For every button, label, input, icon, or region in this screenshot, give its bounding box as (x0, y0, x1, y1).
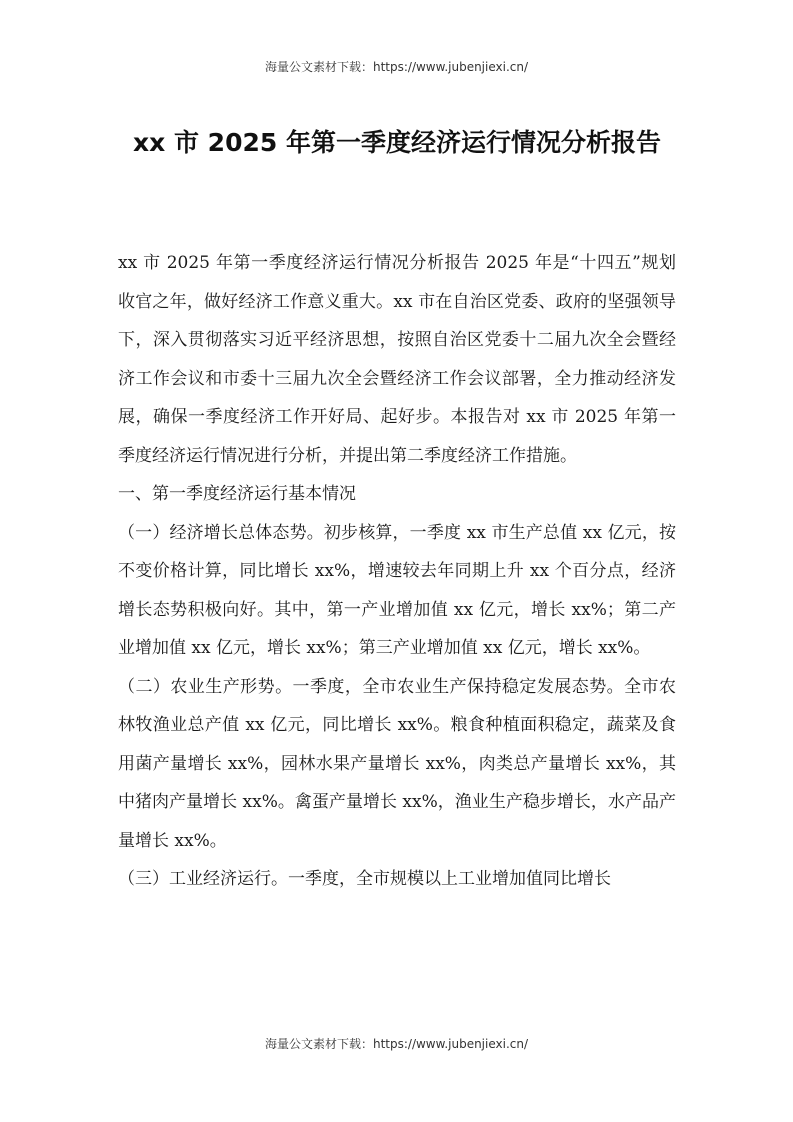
document-title: xx 市 2025 年第一季度经济运行情况分析报告 (133, 128, 661, 157)
intro-paragraph: xx 市 2025 年第一季度经济运行情况分析报告 2025 年是“十四五”规划收官之年，做好经济工作意义重大。xx 市在自治区党委、政府的坚强领导下，深入贯彻落实习近平经济思想，按照自治区党委十二届九次全会暨经济工作会议和市委十三届九次全会暨经济工作会议部署，全力推动经济发展，确保一季度经济工作开好局、起好步。本报告对 xx 市 2025 年第一季度经济运行情况进行分析，并提出第二季度经济工作措施。 (118, 253, 676, 466)
paragraph-industry: （三）工业经济运行。一季度，全市规模以上工业增加值同比增长 (118, 869, 611, 889)
page-header[interactable]: 海量公文素材下载：https://www.jubenjiexi.cn/ (264, 60, 529, 74)
document-body (118, 244, 676, 899)
page-footer[interactable]: 海量公文素材下载：https://www.jubenjiexi.cn/ (264, 1037, 529, 1051)
paragraph-economic-growth: （一）经济增长总体态势。初步核算，一季度 xx 市生产总值 xx 亿元，按不变价格计算，同比增长 xx%，增速较去年同期上升 xx 个百分点，经济增长态势积极向好。其中，第一产业增加值 xx 亿元，增长 xx%；第二产业增加值 xx 亿元，增长 xx%；第三产业增加值 xx 亿元，增长 xx%。 (118, 522, 676, 658)
paragraph-agriculture: （二）农业生产形势。一季度，全市农业生产保持稳定发展态势。全市农林牧渔业总产值 xx 亿元，同比增长 xx%。粮食种植面积稳定，蔬菜及食用菌产量增长 xx%，园林水果产量增长 xx%，肉类总产量增长 xx%，其中猪肉产量增长 xx%。禽蛋产量增长 xx%，渔业生产稳步增长，水产品产量增长 xx%。 (118, 676, 676, 851)
section-heading: 一、第一季度经济运行基本情况 (118, 484, 356, 504)
